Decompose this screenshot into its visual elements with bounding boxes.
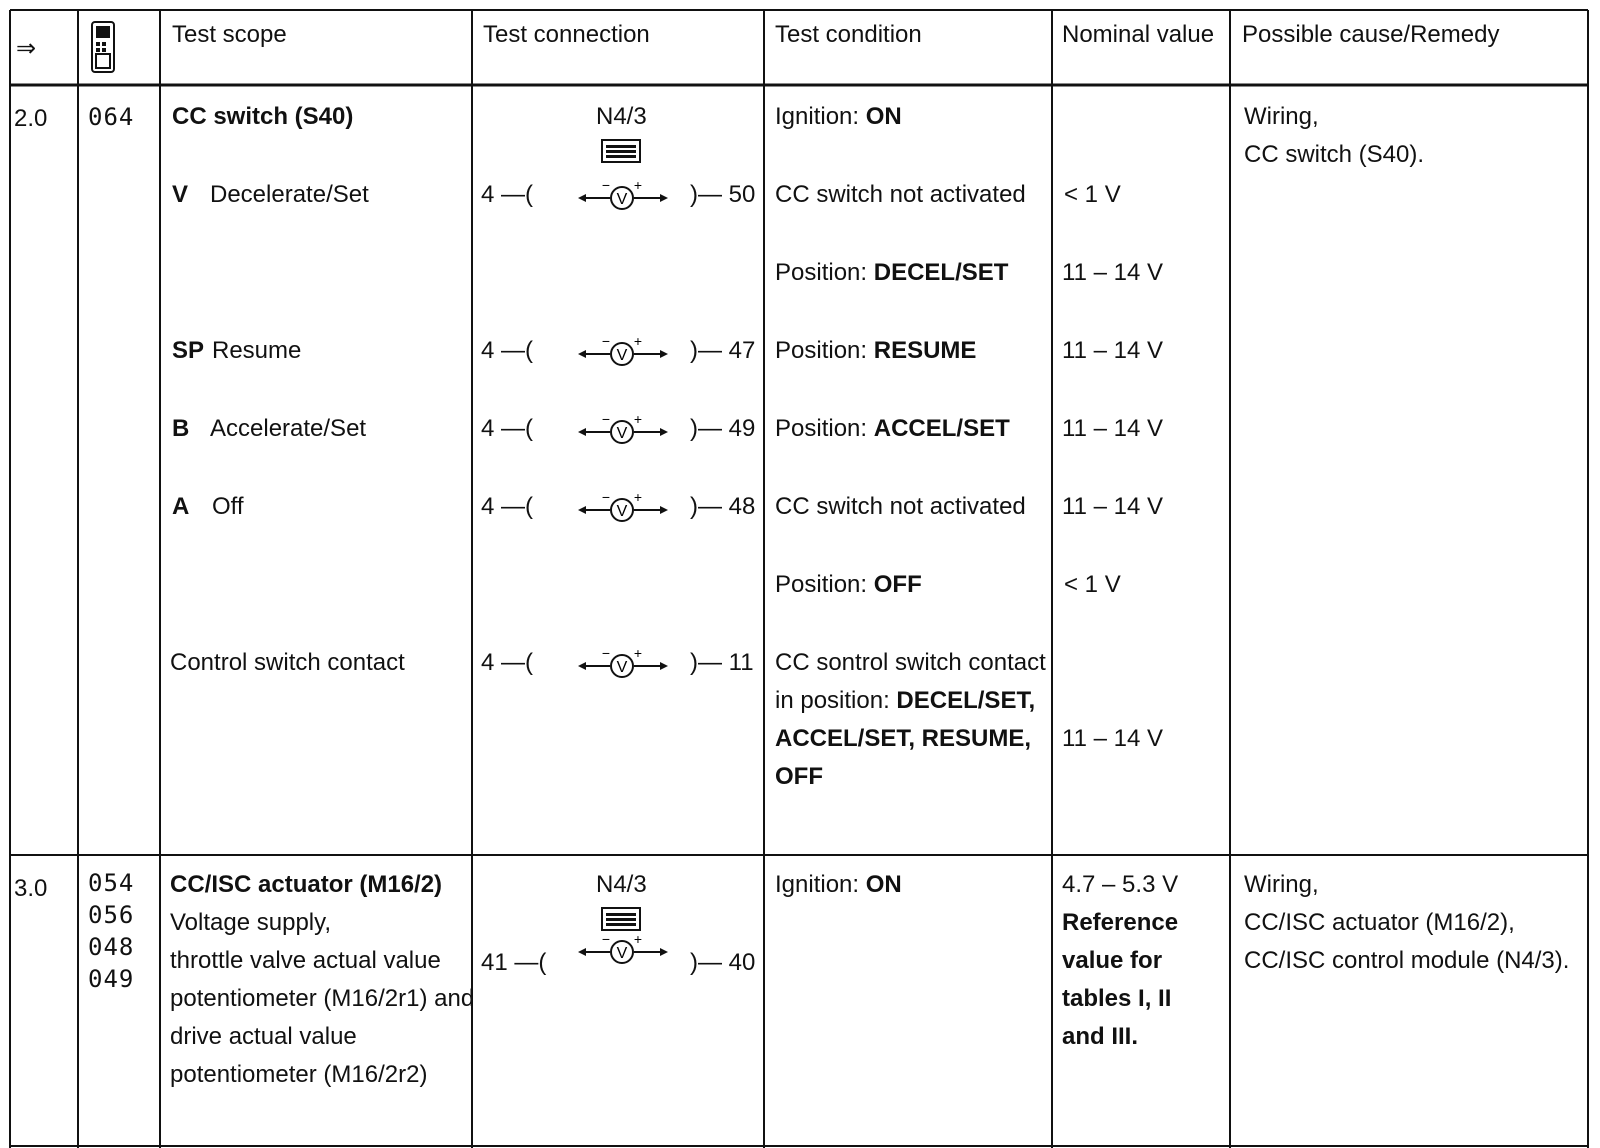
meter-plus: + bbox=[633, 177, 643, 193]
test-code: 048 bbox=[88, 933, 135, 961]
condition-bold: ON bbox=[865, 871, 902, 898]
nominal-value: 4.7 – 5.3 V bbox=[1062, 871, 1179, 898]
connector-left: —( bbox=[501, 415, 534, 442]
meter-letter: V bbox=[616, 347, 628, 364]
voltmeter-icon bbox=[576, 488, 672, 528]
control-module-icon bbox=[600, 138, 644, 166]
condition-prefix: Ignition: bbox=[775, 103, 860, 130]
nominal-note: and III. bbox=[1062, 1023, 1139, 1050]
condition-prefix: in position: bbox=[775, 687, 890, 714]
pin-left-number: 4 bbox=[481, 493, 495, 520]
condition bbox=[775, 258, 1008, 288]
header-test-condition: Test condition bbox=[775, 21, 922, 48]
condition-prefix: Position: bbox=[775, 415, 868, 442]
meter-letter: V bbox=[616, 191, 628, 208]
connector-left: —( bbox=[501, 337, 534, 364]
nominal-note: tables I, II bbox=[1062, 985, 1172, 1012]
pin-left-number: 4 bbox=[481, 415, 495, 442]
pin-left-number: 41 bbox=[481, 949, 508, 976]
test-code: 054 bbox=[88, 869, 135, 897]
meter-plus: + bbox=[633, 333, 643, 349]
scope-label: Accelerate/Set bbox=[210, 415, 367, 442]
step-number: 3.0 bbox=[14, 875, 48, 902]
meter-letter: V bbox=[616, 659, 628, 676]
condition: CC switch not activated bbox=[775, 181, 1026, 208]
scope-key: V bbox=[172, 181, 189, 208]
condition bbox=[775, 570, 922, 600]
header-test-connection: Test connection bbox=[483, 21, 650, 48]
pin-right bbox=[690, 948, 755, 978]
connector-right: )— bbox=[690, 493, 722, 520]
arrow-symbol: ⇒ bbox=[16, 35, 37, 62]
pin-left bbox=[481, 414, 533, 444]
condition bbox=[775, 870, 902, 900]
meter-plus: + bbox=[633, 645, 643, 661]
condition-prefix: Position: bbox=[775, 337, 868, 364]
module-label: N4/3 bbox=[596, 103, 647, 130]
condition-bold: OFF bbox=[873, 571, 922, 598]
pin-right bbox=[690, 648, 754, 678]
condition-prefix: Position: bbox=[775, 571, 868, 598]
connector-right: )— bbox=[690, 649, 722, 676]
meter-minus: − bbox=[601, 411, 611, 427]
pin-right bbox=[690, 414, 755, 444]
nominal-note: Reference bbox=[1062, 909, 1179, 936]
condition-bold: RESUME bbox=[873, 337, 977, 364]
scope-label: Decelerate/Set bbox=[210, 181, 369, 208]
connector-right: )— bbox=[690, 181, 722, 208]
scope-label: Resume bbox=[212, 337, 302, 364]
condition bbox=[775, 102, 902, 132]
condition-line: OFF bbox=[775, 763, 823, 790]
meter-minus: − bbox=[601, 645, 611, 661]
pin-right-number: 47 bbox=[728, 337, 756, 364]
step-number: 2.0 bbox=[14, 105, 48, 132]
pin-left bbox=[481, 180, 533, 210]
condition bbox=[775, 336, 976, 366]
pin-left bbox=[481, 648, 533, 678]
nominal-value: 11 – 14 V bbox=[1062, 493, 1163, 520]
nominal-value: < 1 V bbox=[1064, 571, 1121, 598]
scope-line: Voltage supply, bbox=[170, 909, 332, 936]
meter-plus: + bbox=[633, 411, 643, 427]
nominal-value: 11 – 14 V bbox=[1062, 337, 1163, 364]
meter-minus: − bbox=[601, 333, 611, 349]
section-title: CC switch (S40) bbox=[172, 103, 354, 130]
condition: CC switch not activated bbox=[775, 493, 1026, 520]
pin-left bbox=[481, 948, 546, 978]
section-title: CC/ISC actuator (M16/2) bbox=[170, 871, 443, 898]
meter-minus: − bbox=[601, 177, 611, 193]
connector-left: —( bbox=[501, 181, 534, 208]
condition-bold: ACCEL/SET bbox=[873, 415, 1010, 442]
scope-label: Control switch contact bbox=[170, 649, 405, 676]
condition-line bbox=[775, 686, 1035, 716]
remedy-line: CC/ISC actuator (M16/2), bbox=[1244, 909, 1515, 936]
pin-right bbox=[690, 336, 755, 366]
header-nominal-value: Nominal value bbox=[1062, 21, 1215, 48]
meter-letter: V bbox=[616, 945, 628, 962]
condition bbox=[775, 414, 1010, 444]
header-remedy: Possible cause/Remedy bbox=[1242, 21, 1500, 48]
pin-left-number: 4 bbox=[481, 337, 495, 364]
pin-left-number: 4 bbox=[481, 649, 495, 676]
pin-right-number: 11 bbox=[728, 649, 754, 676]
scope-line: potentiometer (M16/2r1) and bbox=[170, 985, 475, 1012]
test-code: 049 bbox=[88, 965, 135, 993]
pin-right-number: 48 bbox=[728, 493, 756, 520]
meter-minus: − bbox=[601, 489, 611, 505]
remedy-line: CC switch (S40). bbox=[1244, 141, 1425, 168]
connector-left: —( bbox=[514, 949, 547, 976]
connector-right: )— bbox=[690, 337, 722, 364]
scope-key: SP bbox=[172, 337, 205, 364]
condition-bold: ON bbox=[865, 103, 902, 130]
nominal-note: value for bbox=[1062, 947, 1163, 974]
test-code: 056 bbox=[88, 901, 135, 929]
nominal-value: 11 – 14 V bbox=[1062, 415, 1163, 442]
module-label: N4/3 bbox=[596, 871, 647, 898]
remedy-line: Wiring, bbox=[1244, 103, 1319, 130]
tester-device-icon bbox=[90, 20, 118, 74]
nominal-value: 11 – 14 V bbox=[1062, 725, 1163, 752]
pin-right-number: 49 bbox=[728, 415, 756, 442]
connector-right: )— bbox=[690, 415, 722, 442]
voltmeter-icon bbox=[576, 410, 672, 450]
scope-key: B bbox=[172, 415, 190, 442]
pin-right bbox=[690, 180, 755, 210]
test-code: 064 bbox=[88, 103, 135, 131]
meter-letter: V bbox=[616, 425, 628, 442]
meter-plus: + bbox=[633, 931, 643, 947]
nominal-value: < 1 V bbox=[1064, 181, 1121, 208]
condition-prefix: Position: bbox=[775, 259, 868, 286]
pin-left bbox=[481, 336, 533, 366]
scope-label: Off bbox=[212, 493, 244, 520]
pin-right-number: 50 bbox=[728, 181, 756, 208]
connector-left: —( bbox=[501, 649, 534, 676]
pin-right bbox=[690, 492, 755, 522]
connector-right: )— bbox=[690, 949, 722, 976]
voltmeter-icon bbox=[576, 332, 672, 372]
nominal-value: 11 – 14 V bbox=[1062, 259, 1163, 286]
meter-letter: V bbox=[616, 503, 628, 520]
condition-bold: DECEL/SET, bbox=[896, 687, 1036, 714]
condition-prefix: Ignition: bbox=[775, 871, 860, 898]
meter-minus: − bbox=[601, 931, 611, 947]
voltmeter-icon bbox=[576, 644, 672, 684]
remedy-line: CC/ISC control module (N4/3). bbox=[1244, 947, 1570, 974]
pin-right-number: 40 bbox=[728, 949, 756, 976]
remedy-line: Wiring, bbox=[1244, 871, 1319, 898]
pin-left-number: 4 bbox=[481, 181, 495, 208]
scope-line: throttle valve actual value bbox=[170, 947, 441, 974]
scope-key: A bbox=[172, 493, 190, 520]
pin-left bbox=[481, 492, 533, 522]
condition-line: ACCEL/SET, RESUME, bbox=[775, 725, 1032, 752]
scope-line: drive actual value bbox=[170, 1023, 357, 1050]
connector-left: —( bbox=[501, 493, 534, 520]
condition-line: CC sontrol switch contact bbox=[775, 649, 1046, 676]
scope-line: potentiometer (M16/2r2) bbox=[170, 1061, 428, 1088]
meter-plus: + bbox=[633, 489, 643, 505]
condition-bold: DECEL/SET bbox=[873, 259, 1009, 286]
voltmeter-icon bbox=[576, 930, 672, 970]
voltmeter-icon bbox=[576, 176, 672, 216]
header-test-scope: Test scope bbox=[172, 21, 287, 48]
